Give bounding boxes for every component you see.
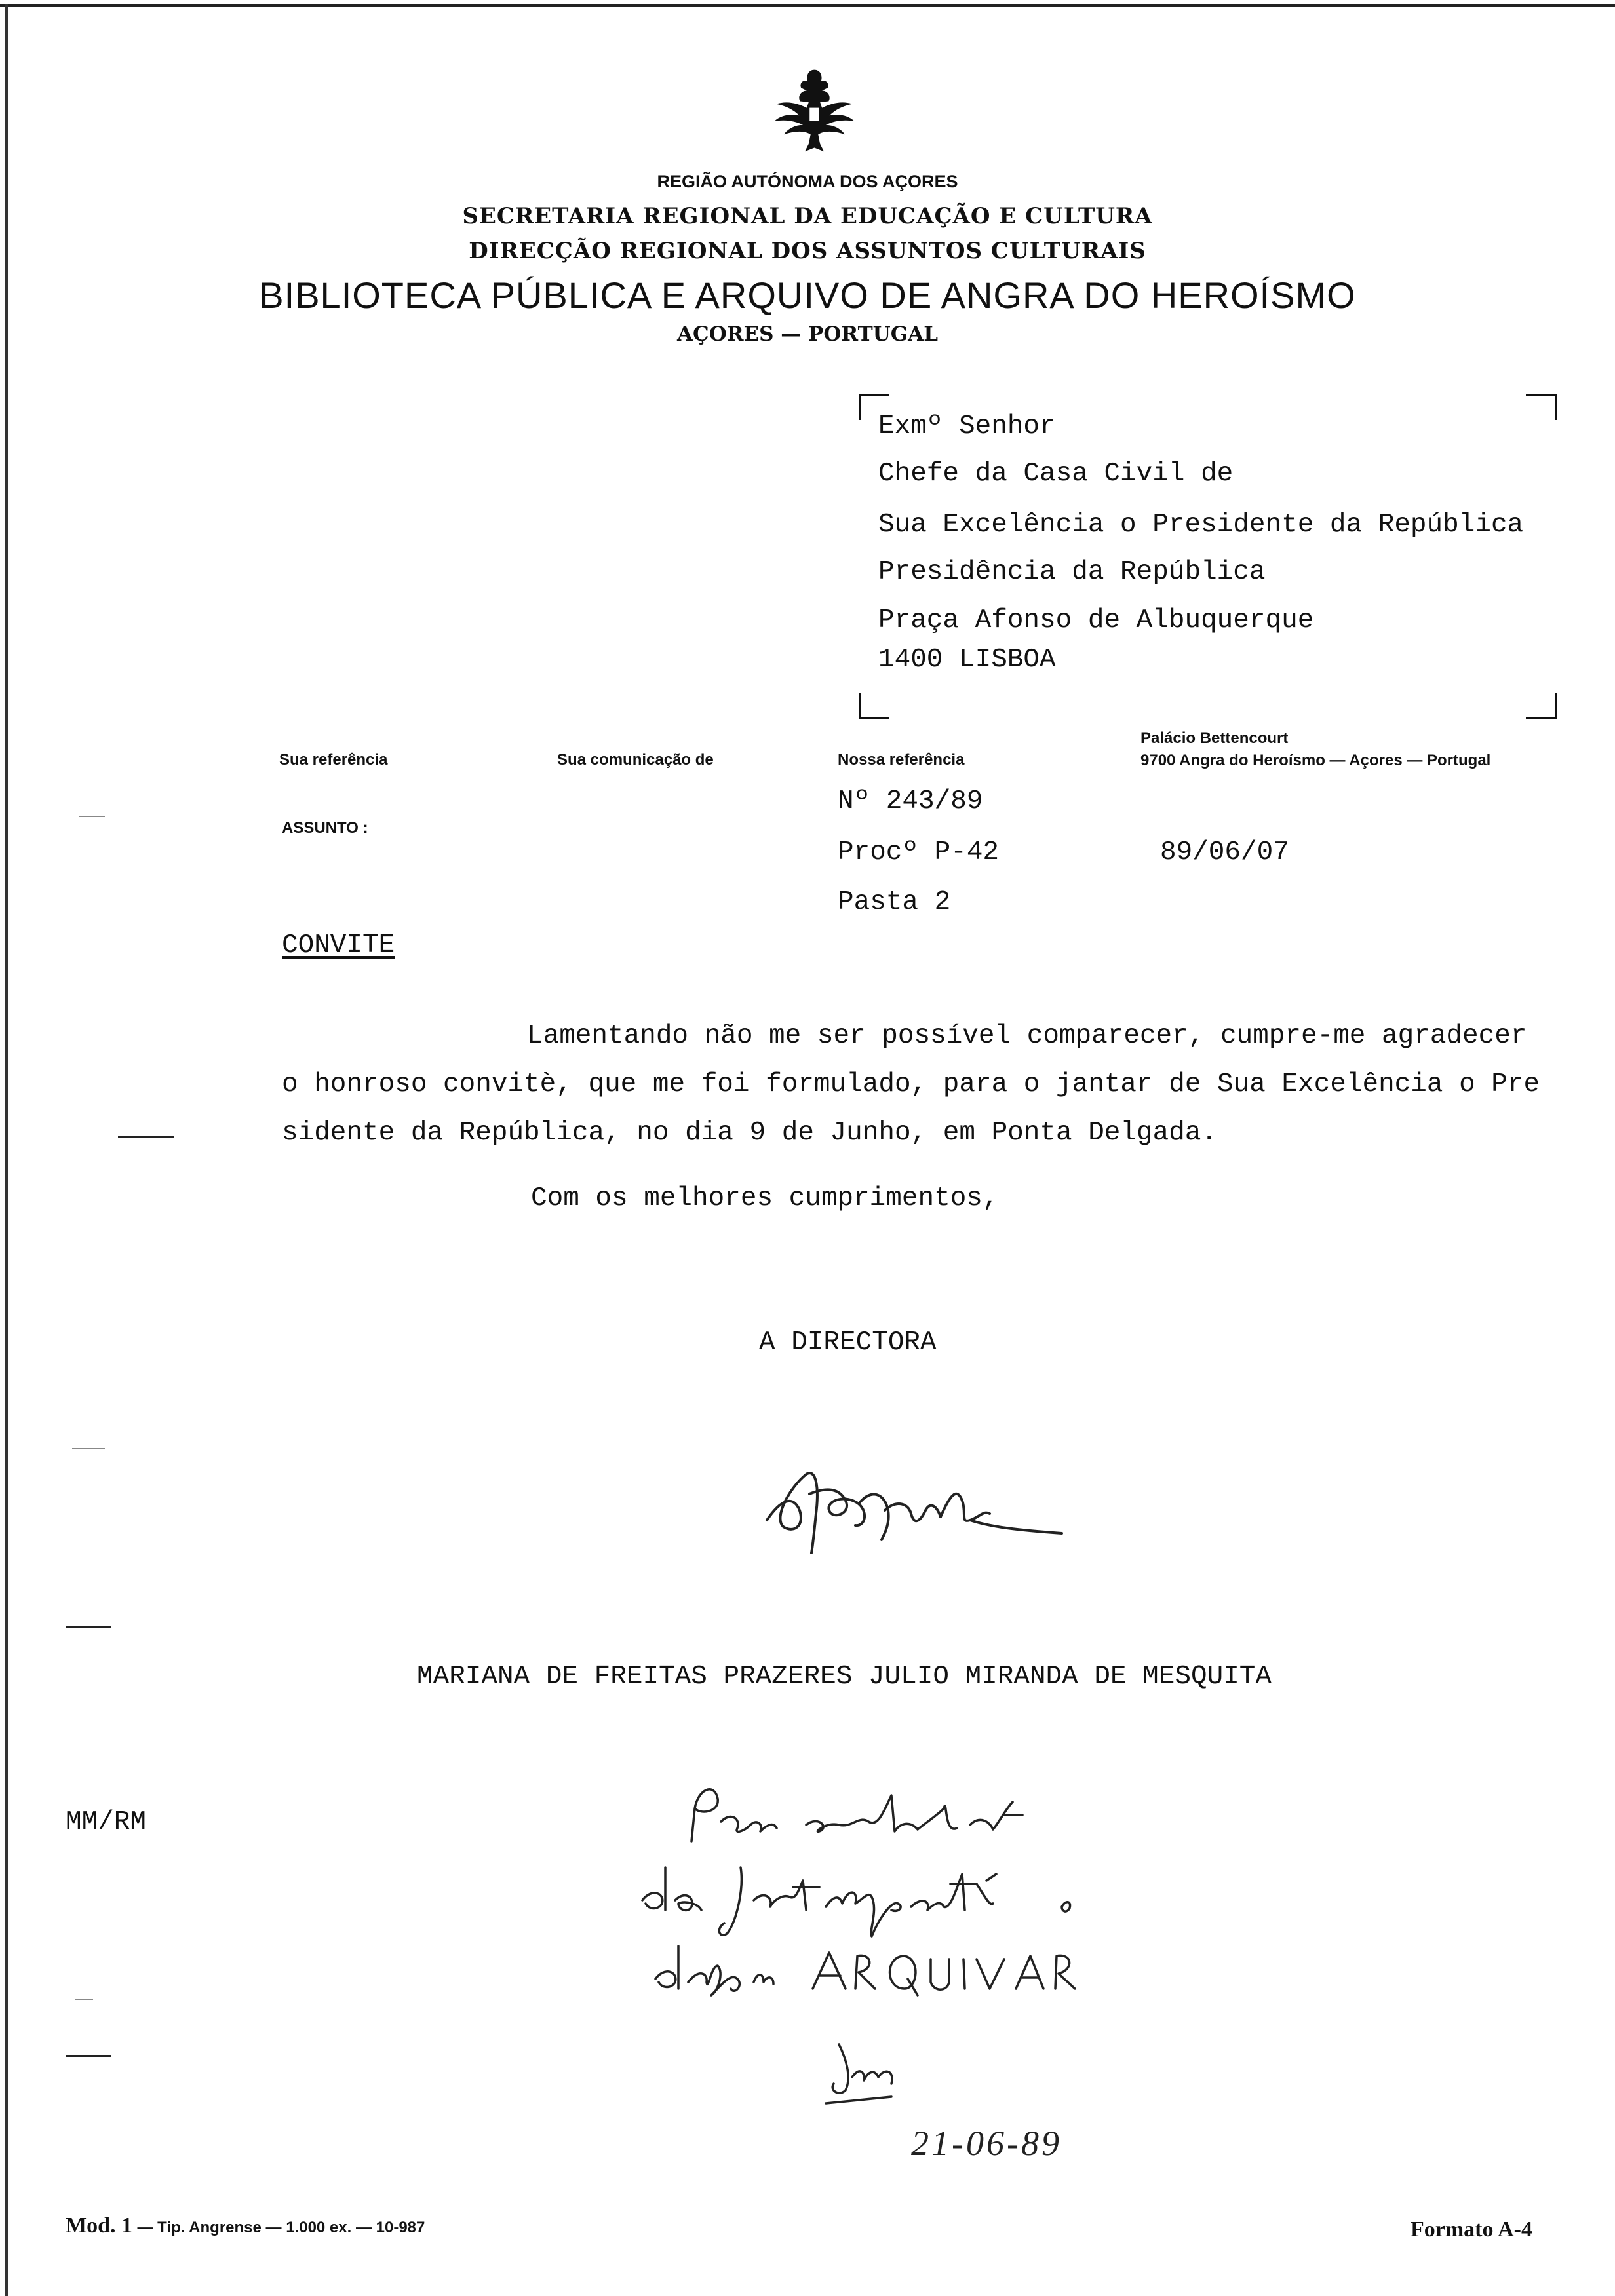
folder-number: Pasta 2 [838,887,951,917]
note-line [695,1920,1088,1982]
page-left-edge [5,4,8,2296]
margin-speck [75,1999,93,2000]
margin-speck [79,816,105,817]
recipient-line: 1400 LISBOA [878,645,1056,675]
handwritten-note-date: 21-06-89 [911,2124,1062,2163]
location-heading: AÇORES — PORTUGAL [676,322,939,346]
closing-line: Com os melhores cumprimentos, [531,1183,999,1214]
signatory-title: A DIRECTORA [759,1328,937,1358]
recipient-line: Sua Excelência o Presidente da República [878,510,1524,540]
margin-speck [72,1448,105,1449]
fold-mark [118,1136,174,1138]
address-bracket-bottom-left [859,693,889,719]
sender-address-line1: Palácio Bettencourt [1140,729,1289,747]
label-nossa-referencia: Nossa referência [838,751,965,769]
handwritten-note-text [695,1795,1088,1982]
typist-initials: MM/RM [66,1807,147,1837]
address-bracket-top-right [1526,394,1557,420]
note-line [695,1858,1088,1920]
body-line: o honroso convitè, que me foi formulado, para o jantar de Sua Excelência o Pre [282,1069,1540,1100]
handwritten-signature [754,1448,1068,1566]
secretariat-heading: SECRETARIA REGIONAL DA EDUCAÇÃO E CULTURA [462,203,1153,229]
sender-address [1140,727,1490,772]
footer-mod: Mod. 1 [66,2213,132,2238]
directorate-heading: DIRECÇÃO REGIONAL DOS ASSUNTOS CULTURAIS [469,238,1146,264]
body-line: Lamentando não me ser possível comparecer, cumpre-me agradecer [527,1021,1527,1051]
fold-mark [66,2055,111,2057]
region-heading: REGIÃO AUTÓNOMA DOS AÇORES [657,172,958,191]
process-number: Procº P-42 [838,837,1000,868]
eagle-crest-icon [767,62,862,157]
footer-print-info [66,2213,425,2238]
label-sua-referencia: Sua referência [279,751,388,769]
footer-format: Formato A-4 [1411,2217,1533,2242]
sender-address-line2: 9700 Angra do Heroísmo — Açores — Portugal [1140,752,1491,769]
letter-date: 89/06/07 [1160,837,1289,868]
page-top-edge [0,4,1615,7]
subject-heading: CONVITE [282,930,395,961]
recipient-line: Chefe da Casa Civil de [878,459,1234,489]
address-bracket-bottom-right [1526,693,1557,719]
fold-mark [66,1626,111,1628]
body-line: sidente da República, no dia 9 de Junho, em Ponta Delgada. [282,1118,1218,1148]
recipient-line: Praça Afonso de Albuquerque [878,605,1314,636]
reference-number: Nº 243/89 [838,786,983,816]
signatory-name: MARIANA DE FREITAS PRAZERES JULIO MIRANDA DE MESQUITA [417,1662,1272,1692]
recipient-line: Exmº Senhor [878,411,1056,442]
recipient-line: Presidência da República [878,557,1266,587]
note-line [695,1795,1088,1858]
label-sua-comunicacao: Sua comunicação de [557,751,714,769]
institution-heading: BIBLIOTECA PÚBLICA E ARQUIVO DE ANGRA DO HEROÍSMO [259,275,1356,316]
footer-printer: — Tip. Angrense — 1.000 ex. — 10-987 [137,2219,425,2236]
label-assunto: ASSUNTO : [282,819,368,837]
